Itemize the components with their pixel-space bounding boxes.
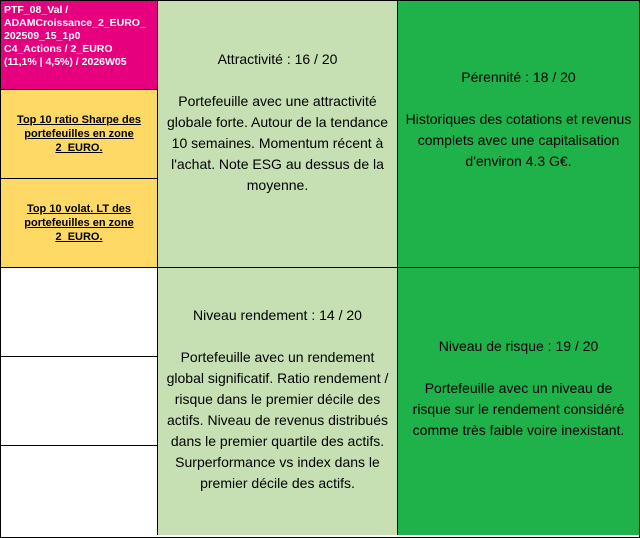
top-sharpe-link[interactable]: Top 10 ratio Sharpe des portefeuilles en zone 2_EURO.: [17, 114, 141, 154]
perennite-cell: [398, 1, 639, 268]
top-volat-cell: [1, 179, 158, 268]
attractivite-cell: [158, 1, 398, 268]
portfolio-id-cell: [1, 1, 158, 90]
empty-cell: [1, 268, 158, 357]
rendement-description: Portefeuille avec un rendement global significatif. Ratio rendement / risque dans le premier décile des actifs. Niveau de revenus distribués dans le premier quartile des actifs. Surperformance vs index dans le premier décile des actifs.: [166, 349, 389, 491]
attractivite-title: Attractivité : 16 / 20: [217, 50, 338, 67]
portfolio-id-line: 202509_15_1p0: [4, 30, 81, 42]
rendement-cell: [158, 268, 398, 535]
empty-cell: [1, 357, 158, 446]
risque-title: Niveau de risque : 19 / 20: [438, 338, 599, 354]
portfolio-id-line: PTF_08_Val /: [4, 4, 69, 16]
top-volat-link[interactable]: Top 10 volat. LT des portefeuilles en zone 2_EURO.: [24, 203, 134, 243]
portfolio-id-line: ADAMCroissance_2_EURO_: [4, 17, 146, 29]
perennite-description: Historiques des cotations et revenus complets avec une capitalisation d'environ 4.3 G€.: [405, 110, 632, 169]
risque-description: Portefeuille avec un niveau de risque sur le rendement considéré comme très faible voire inexistant.: [412, 380, 625, 438]
rendement-title: Niveau rendement : 14 / 20: [193, 307, 362, 323]
top-sharpe-cell: [1, 90, 158, 179]
empty-cell: [1, 446, 158, 535]
portfolio-id-line: C4_Actions / 2_EURO: [4, 43, 113, 55]
portfolio-id-line: (11,1% | 4,5%) / 2026W05: [4, 56, 127, 68]
risque-cell: [398, 268, 639, 535]
attractivite-description: Portefeuille avec une attractivité globale forte. Autour de la tendance 10 semaines. Momentum récent à l'achat. Note ESG au dessus de la moyenne.: [166, 92, 389, 193]
perennite-title: Pérennité : 18 / 20: [461, 68, 576, 85]
